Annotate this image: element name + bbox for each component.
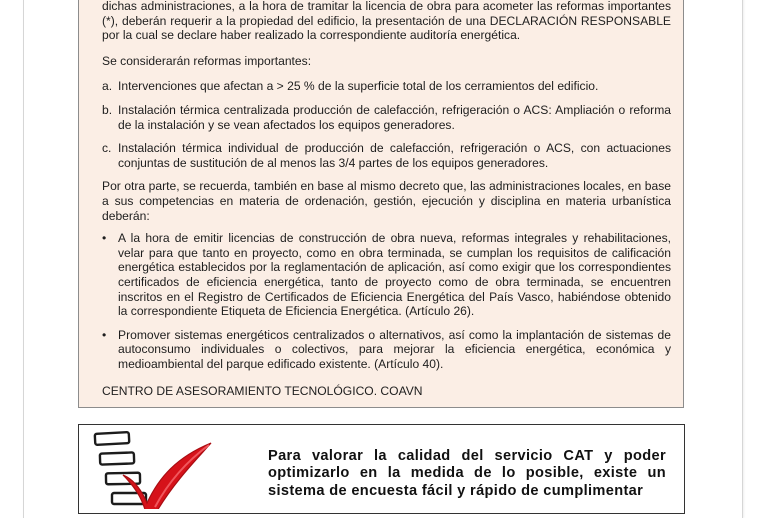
reform-item-a: Intervenciones que afectan a > 25 % de la superficie total de los cerramientos del edificio.	[118, 79, 599, 94]
list-item	[102, 103, 671, 132]
local-admin-paragraph: Por otra parte, se recuerda, también en base al mismo decreto que, las administraciones locales, en base a sus competencias en materia de ordenación, gestión, ejecución y disciplina en materia urbanística deberán:	[102, 179, 671, 223]
obligation-item-systems: Promover sistemas energéticos centralizados o alternativos, así como la implantación de sistemas de autoconsumo individuales o colectivos, para mejorar la eficiencia energética, económica y medioambiental del parque edificado existente. (Artículo 40).	[118, 327, 671, 371]
list-marker: c.	[102, 141, 112, 156]
checklist-checkmark-icon	[93, 429, 223, 509]
reform-item-c: Instalación térmica individual de producción de calefacción, refrigeración o ACS, con actuaciones conjuntas de sustitución de al menos las 3/4 partes de los equipos generadores.	[118, 141, 671, 170]
list-marker: a.	[102, 79, 113, 94]
list-item	[102, 141, 671, 170]
reforms-heading: Se considerarán reformas importantes:	[102, 53, 312, 68]
signature: CENTRO DE ASESORAMIENTO TECNOLÓGICO. COAVN	[102, 384, 423, 399]
list-marker: b.	[102, 102, 113, 117]
bullet-marker: •	[102, 327, 107, 342]
list-item	[102, 231, 671, 319]
obligation-item-licenses: A la hora de emitir licencias de construcción de obra nueva, reformas integrales y rehabilitaciones, velar para que tanto en proyecto, como en obra terminada, se cumplan los requisitos de calificación energética establecidos por la reglamentación de aplicación, así como exigir que los correspondientes certificados de eficiencia energética, tanto de proyecto como de obra terminada, se encuentren inscritos en el Registro de Certificados de Eficiencia Energética del País Vasco, habiéndose obtenido la correspondiente Etiqueta de Eficiencia Energética. (Artículo 26).	[118, 231, 671, 319]
reform-item-b: Instalación térmica centralizada producción de calefacción, refrigeración o ACS: Ampliación o reforma de la instalación y se vean afectados los equipos generadores.	[118, 102, 671, 132]
notice-box	[78, 0, 684, 408]
intro-paragraph: dichas administraciones, a la hora de tramitar la licencia de obra para acometer las reformas importantes (*), deberán requerir a la propiedad del edificio, la presentación de una DECLARACIÓN RESPONSABLE por la cual se declare haber realizado la correspondiente auditoría energética.	[102, 0, 671, 43]
list-item	[102, 79, 671, 94]
notice-content	[102, 0, 671, 399]
survey-box	[78, 424, 685, 514]
list-item	[102, 328, 671, 372]
bullet-marker: •	[102, 231, 107, 246]
survey-invitation: Para valorar la calidad del servicio CAT y poder optimizarlo en la medida de lo posible, existe un sistema de encuesta fácil y rápido de cumplimentar	[268, 448, 666, 499]
